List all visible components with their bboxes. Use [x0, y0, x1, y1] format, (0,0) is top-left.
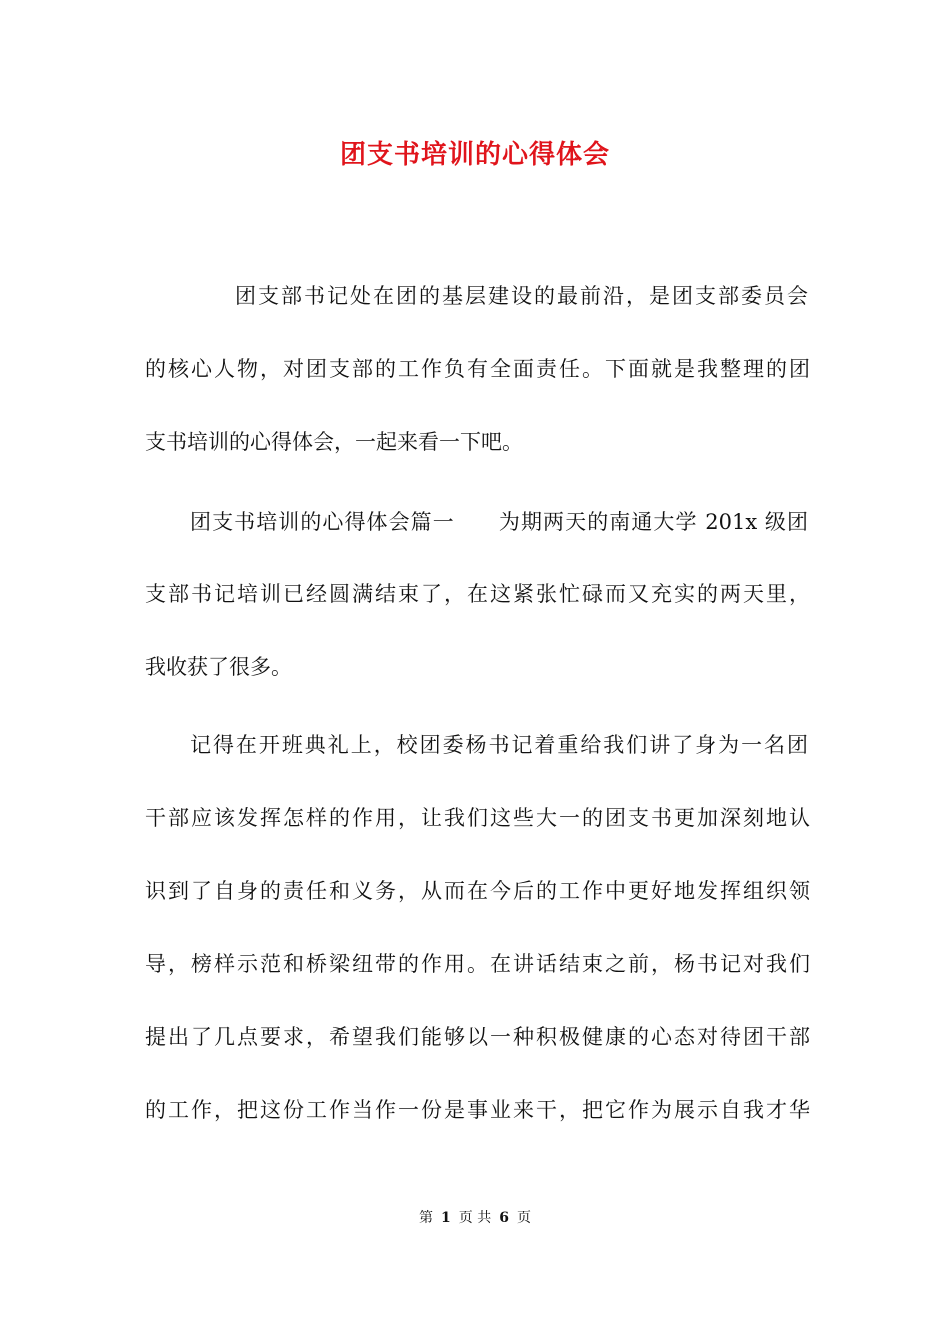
body-line-5: 支部书记培训已经圆满结束了，在这紧张忙碌而又充实的两天里，	[145, 582, 810, 606]
body-line-4: 团支书培训的心得体会篇一 为期两天的南通大学 201x 级团	[190, 510, 808, 534]
body-line-6: 我收获了很多。	[145, 655, 292, 679]
page-title: 团支书培训的心得体会	[339, 140, 610, 170]
body-line-1: 团支部书记处在团的基层建设的最前沿，是团支部委员会	[235, 284, 808, 308]
footer-page-number: 1	[441, 1210, 451, 1226]
body-line-2: 的核心人物，对团支部的工作负有全面责任。下面就是我整理的团	[145, 357, 810, 381]
footer-mid: 页 共	[458, 1210, 492, 1226]
footer-suffix: 页	[516, 1210, 531, 1226]
body-line-9: 识到了自身的责任和义务，从而在今后的工作中更好地发挥组织领	[145, 879, 810, 903]
body-line-12: 的工作，把这份工作当作一份是事业来干，把它作为展示自我才华	[145, 1098, 810, 1122]
body-line-8: 干部应该发挥怎样的作用，让我们这些大一的团支书更加深刻地认	[145, 806, 810, 830]
footer-total-pages: 6	[499, 1210, 509, 1226]
body-line-7: 记得在开班典礼上，校团委杨书记着重给我们讲了身为一名团	[190, 733, 808, 757]
body-line-3: 支书培训的心得体会，一起来看一下吧。	[145, 430, 523, 454]
body-line-11: 提出了几点要求，希望我们能够以一种积极健康的心态对待团干部	[145, 1025, 810, 1049]
body-line-10: 导，榜样示范和桥梁纽带的作用。在讲话结束之前，杨书记对我们	[145, 952, 810, 976]
page-footer	[0, 1208, 950, 1228]
footer-prefix: 第	[419, 1210, 434, 1226]
